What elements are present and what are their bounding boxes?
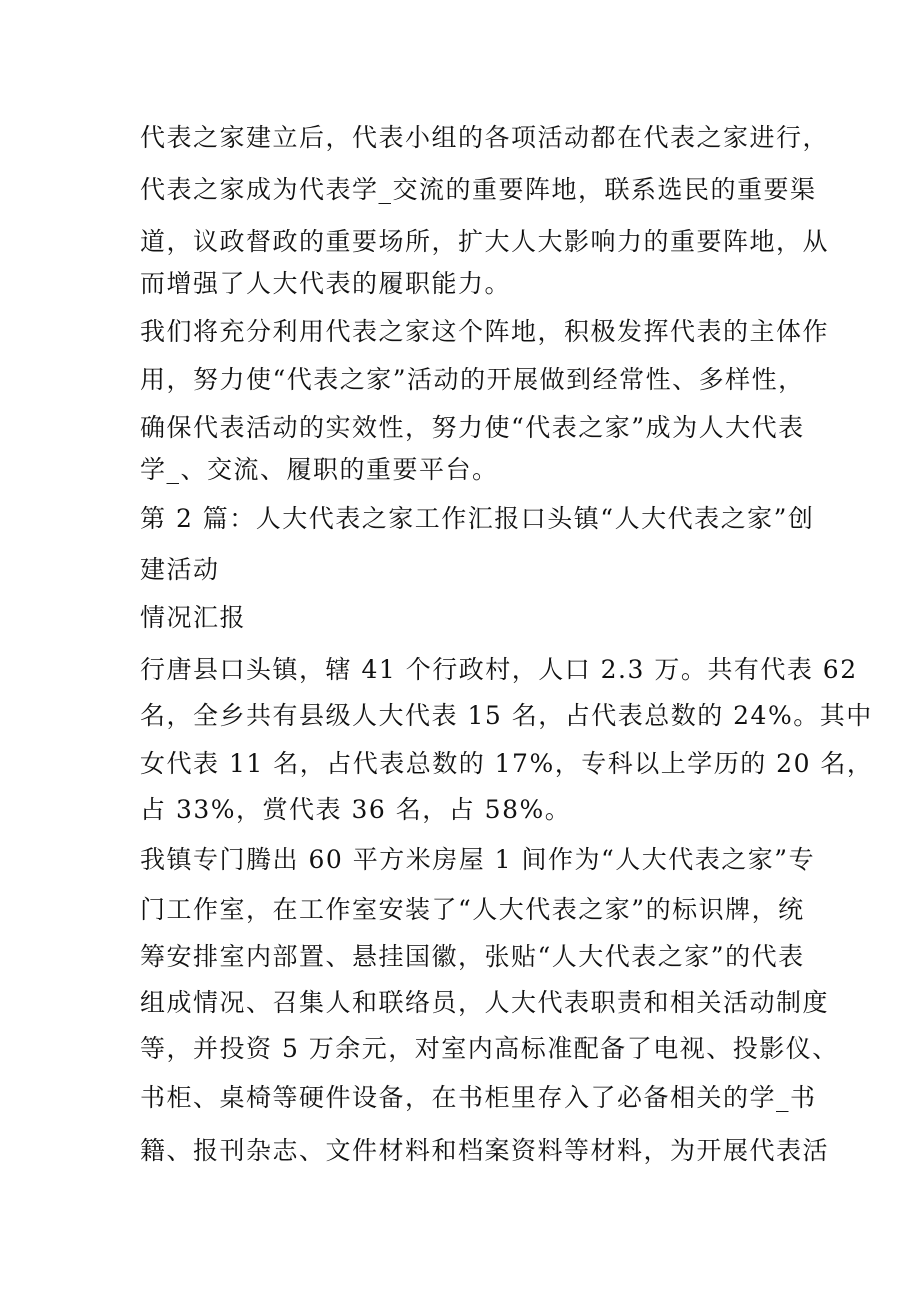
text-line: 名，全乡共有县级人大代表 15 名，占代表总数的 24%。其中 [140,701,873,730]
text-line: 道，议政督政的重要场所，扩大人大影响力的重要阵地，从 [140,227,830,256]
section-heading: 第 2 篇：人大代表之家工作汇报口头镇“人大代表之家”创 [140,504,815,533]
text-line: 女代表 11 名，占代表总数的 17%，专科以上学历的 20 名， [140,749,874,778]
text-line: 占 33%，赏代表 36 名，占 58%。 [140,795,572,824]
text-line: 书柜、桌椅等硬件设备，在书柜里存入了必备相关的学_书 [140,1083,817,1112]
text-line: 代表之家成为代表学_交流的重要阵地，联系选民的重要渠 [140,175,817,204]
text-line: 代表之家建立后，代表小组的各项活动都在代表之家进行， [140,123,830,152]
text-line: 门工作室，在工作室安装了“人大代表之家”的标识牌，统 [140,895,805,924]
section-subheading: 情况汇报 [140,603,247,632]
text-line: 确保代表活动的实效性，努力使“代表之家”成为人大代表 [140,413,805,442]
text-line: 学_、交流、履职的重要平台。 [140,455,499,484]
text-line: 组成情况、召集人和联络员，人大代表职责和相关活动制度 [140,988,830,1017]
text-line: 籍、报刊杂志、文件材料和档案资料等材料，为开展代表活 [140,1136,830,1165]
text-line: 用，努力使“代表之家”活动的开展做到经常性、多样性， [140,365,805,394]
text-line: 等，并投资 5 万余元，对室内高标准配备了电视、投影仪、 [140,1034,839,1063]
text-line: 而增强了人大代表的履职能力。 [140,269,512,298]
text-line: 我们将充分利用代表之家这个阵地，积极发挥代表的主体作 [140,317,830,346]
text-line: 行唐县口头镇，辖 41 个行政村，人口 2.3 万。共有代表 62 [140,655,858,684]
section-heading: 建活动 [140,555,220,584]
text-line: 筹安排室内部置、悬挂国徽，张贴“人大代表之家”的代表 [140,942,805,971]
text-line: 我镇专门腾出 60 平方米房屋 1 间作为“人大代表之家”专 [140,845,816,874]
